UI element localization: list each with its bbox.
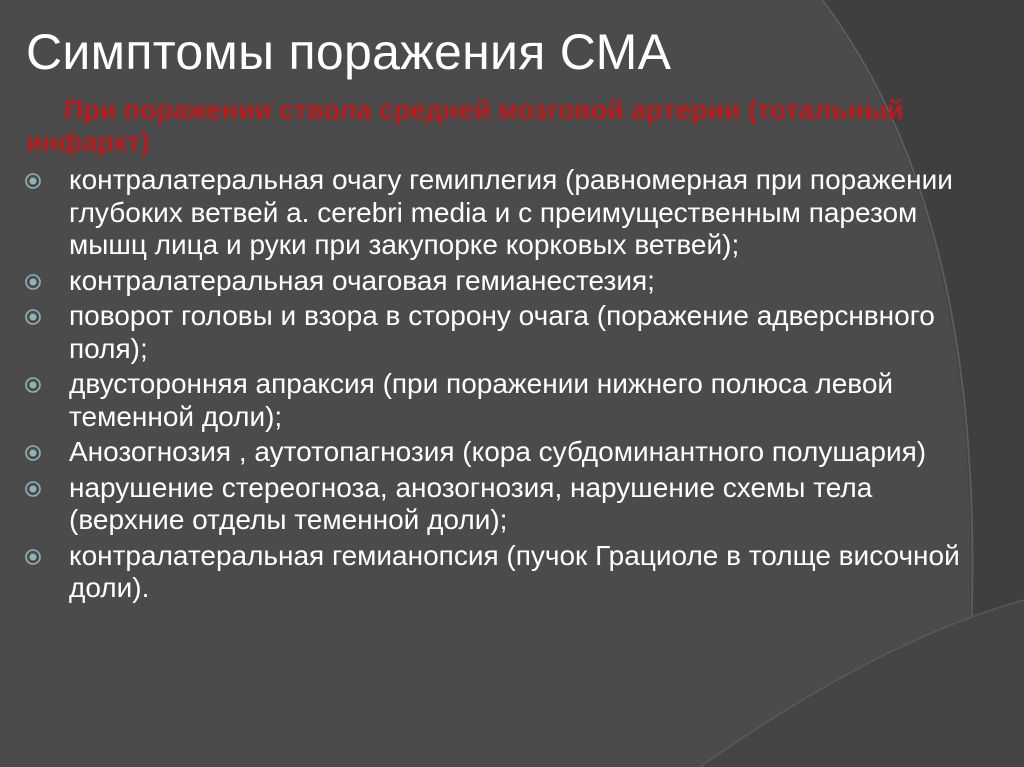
bullet-text: двусторонняя апраксия (при поражении нижнего полюса левой теменной доли); (69, 368, 894, 432)
bullet-text: нарушение стереогноза, анозогнозия, нарушение схемы тела (верхние отделы теменной доли); (69, 471, 873, 535)
list-item (24, 265, 984, 298)
bullet-text: Анозогнозия , аутотопагнозия (кора субдоминантного полушария) (69, 436, 927, 467)
slide-title: Симптомы поражения СМА (26, 24, 672, 80)
list-item (24, 472, 984, 537)
list-item (24, 368, 984, 433)
bullet-text: контралатеральная гемианопсия (пучок Грациоле в толще височной доли). (69, 539, 960, 603)
list-item (24, 164, 984, 262)
list-item (24, 540, 984, 605)
circle-bullet-icon (24, 548, 42, 566)
bullet-text: контралатеральная очагу гемиплегия (равномерная при поражении глубоких ветвей a. cerebri media и с преимущественным парезом мышц лица и руки при закупорке корковых ветвей); (69, 164, 953, 260)
circle-bullet-icon (24, 480, 42, 498)
list-item (24, 436, 984, 469)
bullet-text: контралатеральная очаговая гемианестезия; (69, 264, 655, 296)
circle-bullet-icon (24, 376, 42, 394)
circle-bullet-icon (24, 444, 42, 462)
bullet-list (24, 164, 984, 608)
list-item (24, 300, 984, 365)
circle-bullet-icon (24, 308, 42, 326)
circle-bullet-icon (24, 273, 42, 291)
bullet-text: поворот головы и взора в сторону очага (поражение адверснвного поля); (69, 300, 935, 364)
circle-bullet-icon (24, 172, 42, 190)
slide-subtitle: При поражении ствола средней мозговой артерии (тотальный инфаркт) (26, 95, 904, 157)
